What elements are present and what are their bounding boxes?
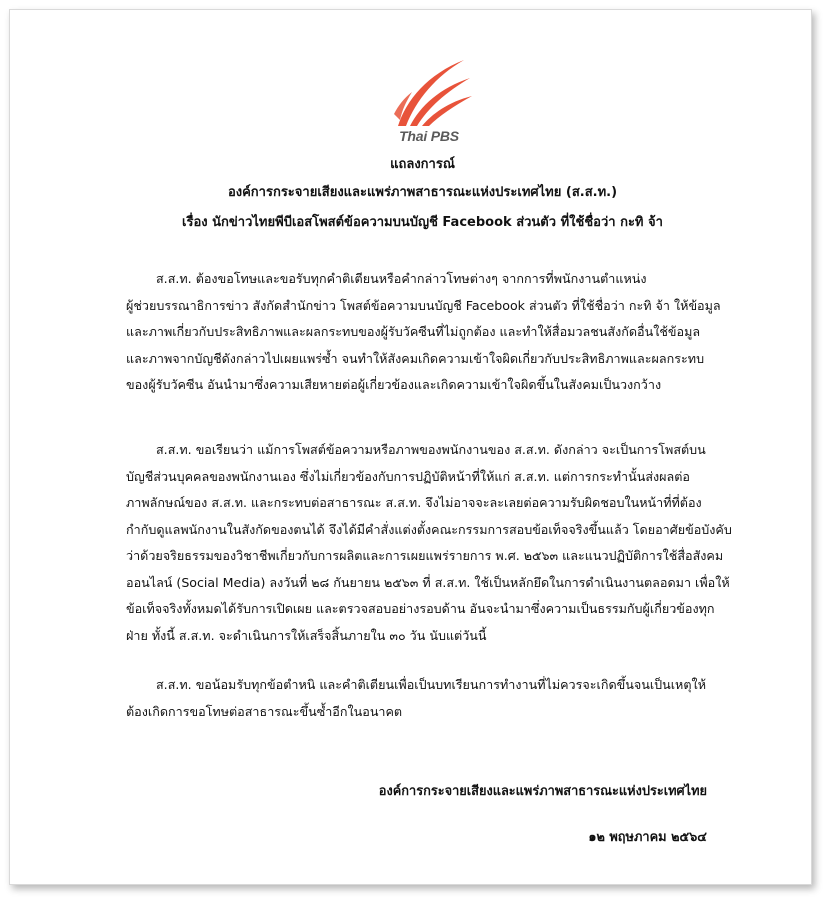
- signature-date: ๑๒ พฤษภาคม ๒๕๖๔: [588, 830, 707, 845]
- logo-text: Thai PBS: [399, 128, 459, 144]
- paragraph-line: ออนไลน์ (Social Media) ลงวันที่ ๒๘ กันยายน ๒๕๖๓ ที่ ส.ส.ท. ใช้เป็นหลักยึดในการดำเนินงานตลอดมา เพื่อให้: [126, 574, 730, 590]
- organization-heading: องค์การกระจายเสียงและแพร่ภาพสาธารณะแห่งประเทศไทย (ส.ส.ท.): [227, 185, 618, 200]
- paragraph-line: ฝ่าย ทั้งนี้ ส.ส.ท. จะดำเนินการให้เสร็จสิ้นภายใน ๓๐ วัน นับแต่วันนี้: [126, 627, 487, 643]
- paragraph-line: ข้อเท็จจริงทั้งหมดได้รับการเปิดเผย และตรวจสอบอย่างรอบด้าน อันจะนำมาซึ่งความเป็นธรรมกับผู้เกี่ยวข้องทุก: [126, 601, 715, 616]
- paragraph-line: ต้องเกิดการขอโทษต่อสาธารณะขึ้นซ้ำอีกในอนาคต: [126, 703, 403, 719]
- paragraph-1: [126, 266, 736, 399]
- paragraph-line: ของผู้รับวัคซีน อันนำมาซึ่งความเสียหายต่อผู้เกี่ยวข้องและเกิดความเข้าใจผิดขึ้นในสังคมเป็นวงกว้าง: [126, 377, 662, 392]
- paragraph-3: [126, 672, 736, 725]
- paragraph-line: และภาพจากบัญชีดังกล่าวไปเผยแพร่ซ้ำ จนทำให้สังคมเกิดความเข้าใจผิดเกี่ยวกับประสิทธิภาพและผลกระทบ: [126, 350, 705, 366]
- paragraph-line: ว่าด้วยจริยธรรมของวิชาชีพเกี่ยวกับการผลิตและการเผยแพร่รายการ พ.ศ. ๒๕๖๓ และแนวปฏิบัติการใช้สื่อสังคม: [126, 548, 724, 563]
- subject-heading: เรื่อง นักข่าวไทยพีบีเอสโพสต์ข้อความบนบัญชี Facebook ส่วนตัว ที่ใช้ชื่อว่า กะทิ จ้า: [182, 215, 663, 230]
- thai-pbs-logo: [384, 54, 474, 152]
- paragraph-2: [126, 437, 736, 649]
- paragraph-line: บัญชีส่วนบุคคลของพนักงานเอง ซึ่งไม่เกี่ยวข้องกับการปฏิบัติหน้าที่ให้แก่ ส.ส.ท. แต่การกระทำนั้นส่งผลต่อ: [126, 468, 690, 484]
- paragraph-line: ส.ส.ท. ขอเรียนว่า แม้การโพสต์ข้อความหรือภาพของพนักงานของ ส.ส.ท. ดังกล่าว จะเป็นการโพสต์บน: [156, 442, 706, 457]
- paragraph-line: ส.ส.ท. ขอน้อมรับทุกข้อตำหนิ และคำติเตียนเพื่อเป็นบทเรียนการทำงานที่ไม่ควรจะเกิดขึ้นจนเป็นเหตุให้: [156, 677, 706, 692]
- document-page: [9, 9, 812, 885]
- paragraph-line: ภาพลักษณ์ของ ส.ส.ท. และกระทบต่อสาธารณะ ส.ส.ท. จึงไม่อาจจะละเลยต่อความรับผิดชอบในหน้าที่ที่ต้อง: [126, 495, 702, 510]
- signature-organization: องค์การกระจายเสียงและแพร่ภาพสาธารณะแห่งประเทศไทย: [378, 784, 707, 799]
- bird-wing-icon: [384, 54, 474, 130]
- paragraph-line: กำกับดูแลพนักงานในสังกัดของตนได้ จึงได้มีคำสั่งแต่งตั้งคณะกรรมการสอบข้อเท็จจริงขึ้นแล้ว โดยอาศัยข้อบังคับ: [126, 521, 732, 537]
- statement-title: แถลงการณ์: [390, 157, 455, 172]
- paragraph-line: ส.ส.ท. ต้องขอโทษและขอรับทุกคำติเตียนหรือคำกล่าวโทษต่างๆ จากการที่พนักงานตำแหน่ง: [156, 271, 647, 286]
- paragraph-line: และภาพเกี่ยวกับประสิทธิภาพและผลกระทบของผู้รับวัคซีนที่ไม่ถูกต้อง และทำให้สื่อมวลชนสังกัดอื่นใช้ข้อมูล: [126, 324, 701, 339]
- paragraph-line: ผู้ช่วยบรรณาธิการข่าว สังกัดสำนักข่าว โพสต์ข้อความบนบัญชี Facebook ส่วนตัว ที่ใช้ชื่อว่า กะทิ จ้า ให้ข้อมูล: [126, 297, 721, 313]
